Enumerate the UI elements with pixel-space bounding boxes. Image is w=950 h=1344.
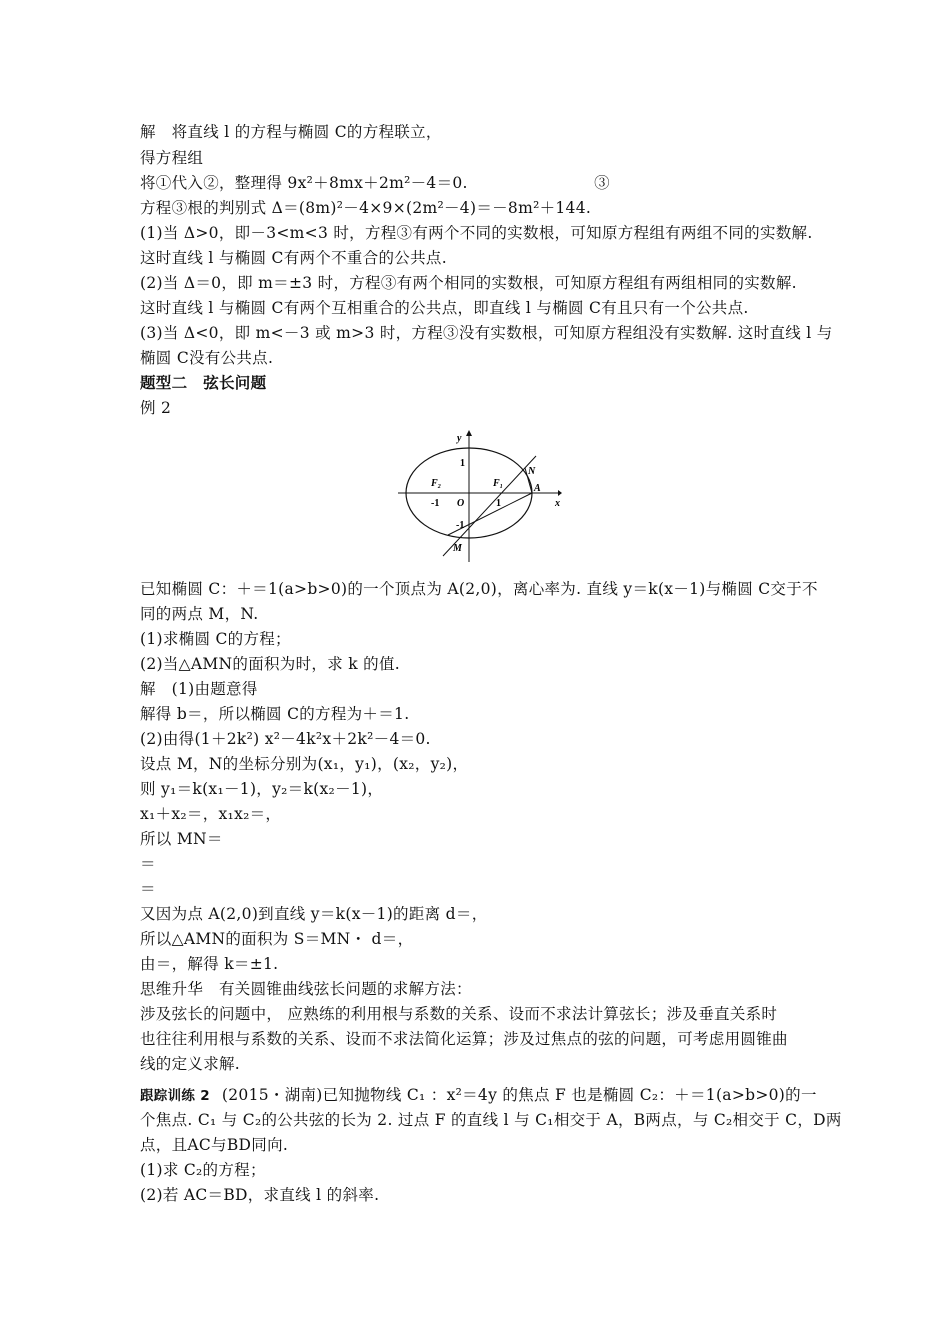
tick-label-y1: 1 — [460, 458, 465, 469]
text-line: 已知椭圆 C：＋＝1(a>b>0)的一个顶点为 A(2,0)，离心率为. 直线 y＝k(x－1)与椭圆 C交于不 — [140, 580, 818, 598]
text-line: 得方程组 — [140, 149, 204, 167]
text-line: 解得 b＝，所以椭圆 C的方程为＋＝1. — [140, 705, 410, 723]
text-line: ＝ — [140, 880, 156, 898]
text-line: 涉及弦长的问题中， 应熟练的利用根与系数的关系、设而不求法计算弦长；涉及垂直关系时 — [140, 1005, 778, 1023]
text-line: (2)当 Δ＝0，即 m＝±3 时，方程③有两个相同的实数根，可知原方程组有两组相同的实数解. — [140, 274, 797, 292]
ellipse-diagram — [398, 428, 562, 562]
text-line: 将①代入②，整理得 9x²＋8mx＋2m²－4＝0. ③ — [140, 174, 610, 192]
tick-label-ym1: -1 — [456, 520, 465, 531]
text-line: (1)当 Δ>0，即－3<m<3 时，方程③有两个不同的实数根，可知原方程组有两组不同的实数解. — [140, 224, 813, 242]
text-line: (1)求 C₂的方程； — [140, 1161, 266, 1179]
text-line: (1)求椭圆 C的方程； — [140, 630, 291, 648]
x-axis-label: x — [555, 498, 560, 509]
point-n-label: N — [528, 466, 536, 477]
text-line: 点，且AC与BD同向. — [140, 1136, 289, 1154]
text-line: 这时直线 l 与椭圆 C有两个互相重合的公共点，即直线 l 与椭圆 C有且只有一个公共点. — [140, 299, 749, 317]
section-title: 题型二 弦长问题 — [140, 374, 267, 392]
text-line: x₁＋x₂＝，x₁x₂＝， — [140, 805, 282, 823]
ellipse-figure — [398, 428, 562, 562]
text-line: (2)由得(1＋2k²) x²－4k²x＋2k²－4＝0. — [140, 730, 431, 748]
text-line: 设点 M，N的坐标分别为(x₁，y₁)，(x₂，y₂)， — [140, 755, 469, 773]
practice-line — [140, 1084, 817, 1107]
text-line: (2)当△AMN的面积为时，求 k 的值. — [140, 655, 400, 673]
y-axis-label: y — [457, 433, 462, 444]
text-line: 由＝，解得 k＝±1. — [140, 955, 279, 973]
focus-f1-label: F₁ — [493, 478, 504, 489]
text-line: 又因为点 A(2,0)到直线 y＝k(x－1)的距离 d＝， — [140, 905, 488, 923]
text-line: (3)当 Δ<0，即 m<－3 或 m>3 时，方程③没有实数根，可知原方程组没有实数解. 这时直线 l 与 — [140, 324, 833, 342]
text-line: 则 y₁＝k(x₁－1)，y₂＝k(x₂－1)， — [140, 780, 384, 798]
tick-label-x1: 1 — [496, 498, 501, 509]
text-line: 所以 MN＝ — [140, 830, 223, 848]
text-line: 同的两点 M，N. — [140, 605, 259, 623]
text-line: 椭圆 C没有公共点. — [140, 349, 274, 367]
example-label: 例 2 — [140, 399, 172, 417]
point-m-label: M — [453, 543, 462, 554]
focus-f2-label: F₂ — [431, 478, 442, 489]
text-line: 思维升华 有关圆锥曲线弦长问题的求解方法： — [140, 980, 472, 998]
y-arrow-icon — [466, 430, 472, 436]
text-line: 方程③根的判别式 Δ＝(8m)²－4×9×(2m²－4)＝－8m²＋144. — [140, 199, 592, 217]
text-line: 个焦点. C₁ 与 C₂的公共弦的长为 2. 过点 F 的直线 l 与 C₁相交于 A，B两点，与 C₂相交于 C，D两 — [140, 1111, 842, 1129]
text-line: 解 (1)由题意得 — [140, 680, 258, 698]
text-line: 也往往利用根与系数的关系、设而不求法简化运算；涉及过焦点的弦的问题，可考虑用圆锥曲 — [140, 1030, 788, 1048]
text-line: 所以△AMN的面积为 S＝MN・ d＝， — [140, 930, 414, 948]
origin-label: O — [457, 498, 465, 509]
practice-tag: 跟踪训练 2 — [140, 1088, 210, 1104]
x-arrow-icon — [558, 490, 562, 496]
text-line: 解 将直线 l 的方程与椭圆 C的方程联立， — [140, 123, 442, 141]
text-line: 这时直线 l 与椭圆 C有两个不重合的公共点. — [140, 249, 447, 267]
point-a-label: A — [534, 483, 541, 494]
tick-label-xm1: -1 — [431, 498, 440, 509]
text-line: 线的定义求解. — [140, 1055, 241, 1073]
text-line: ＝ — [140, 855, 156, 873]
text-line: (2)若 AC＝BD，求直线 l 的斜率. — [140, 1186, 380, 1204]
practice-first-text: (2015・湖南)已知抛物线 C₁ ：x²＝4y 的焦点 F 也是椭圆 C₂：＋＝1(a>b>0)的一 — [221, 1086, 817, 1104]
